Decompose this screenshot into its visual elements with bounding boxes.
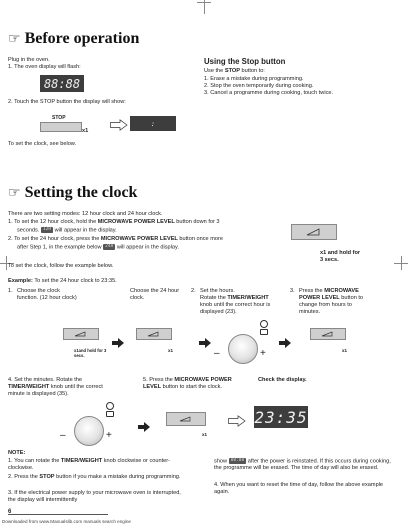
section-title: Setting the clock	[24, 184, 138, 201]
weight-icon	[106, 411, 114, 417]
download-footer: Downloaded from www.Manualslib.com manuals search engine	[2, 519, 131, 524]
intro-text-end: button to:	[239, 68, 265, 74]
text: 1. You can rotate the	[8, 458, 61, 464]
pointing-hand-icon: ☞	[8, 31, 21, 47]
stop-section-item: 2. Stop the oven temporarily during cooking.	[204, 83, 314, 89]
stop-button-label: STOP	[52, 115, 66, 121]
text: will appear in the display.	[115, 244, 179, 251]
plug-in-text: Plug in the oven.	[8, 57, 50, 63]
stop-section-heading: Using the Stop button	[204, 57, 286, 66]
example-line	[8, 278, 117, 285]
set-clock-note: To set the clock, see below.	[8, 141, 77, 147]
check-display-text: Check the display.	[258, 377, 307, 383]
power-level-button	[310, 328, 346, 340]
arrow-right-icon	[112, 335, 124, 353]
bold-text: MICROWAVE POWER LEVEL	[299, 288, 359, 301]
text: after Step 1, in the example below	[17, 244, 102, 251]
press-count: x1	[202, 432, 208, 437]
note-3-continued	[214, 458, 394, 472]
power-level-button	[166, 412, 206, 426]
note-4: 4. When you want to reset the time of day, follow the above example again.	[214, 482, 384, 495]
stop-section-item: 3. Cancel a programme during cooking, touch twice.	[204, 90, 334, 96]
arrow-right-icon	[228, 414, 246, 432]
mode-1-line-b	[17, 227, 117, 234]
step-3-number: 3.	[290, 288, 295, 294]
text: knob clockwise or counter-clockwise.	[8, 458, 170, 471]
step-2-text	[200, 288, 282, 316]
text: will appear in the display.	[53, 227, 117, 234]
text: show	[214, 458, 228, 465]
page-title: Before operation	[24, 30, 140, 47]
example-label: Example:	[8, 278, 33, 284]
hold-label: x1and hold for 3 secs.	[74, 348, 107, 358]
registration-mark	[204, 0, 205, 14]
power-level-icon	[306, 228, 320, 236]
registration-mark	[6, 256, 7, 270]
before-operation-heading	[8, 30, 139, 48]
arrow-right-icon	[279, 335, 291, 353]
bold-text: TIMER/WEIGHT	[60, 458, 103, 464]
step-1-text: 1. The oven display will flash:	[8, 64, 81, 70]
note-2	[8, 474, 183, 481]
stop-press-count: x1	[82, 128, 89, 134]
note-3: 3. If the electrical power supply to your microwave oven is interrupted, the display will intermittently	[8, 490, 181, 503]
text: 2. To set the 24 hour clock, press the	[8, 236, 101, 242]
display-digits: 23:35	[254, 407, 308, 427]
flashing-display	[40, 75, 84, 92]
text: 2. Press the	[8, 474, 40, 480]
press-count: x1	[168, 348, 174, 353]
power-level-button	[291, 224, 337, 240]
plus-sign: +	[260, 348, 266, 359]
mode-2-line-a	[8, 236, 223, 243]
plus-sign: +	[106, 430, 112, 441]
arrow-right-icon	[199, 335, 211, 353]
stop-result-display: :	[130, 116, 176, 131]
weight-icon	[260, 329, 268, 335]
text: 1. To set the 12 hour clock, hold the	[8, 219, 98, 225]
power-level-icon	[179, 416, 191, 422]
registration-mark	[401, 256, 402, 270]
step-3-text	[299, 288, 371, 316]
step-2-number: 2.	[191, 288, 196, 294]
timer-weight-knob-illustration	[60, 402, 120, 450]
clock-icon	[106, 402, 114, 410]
text: knob until the correct minute is displayed (35).	[8, 384, 103, 397]
bold-text: STOP	[39, 474, 55, 480]
hold-instruction: x1 and hold for 3 secs.	[320, 250, 361, 263]
text: 4. Set the minutes. Rotate the	[8, 377, 83, 383]
minus-sign: –	[60, 430, 66, 441]
example-text: To set the 24 hour clock to 23:35.	[32, 278, 117, 284]
text: button if you make a mistake during programming.	[54, 474, 181, 480]
note-1	[8, 458, 183, 472]
power-level-icon	[321, 331, 333, 337]
bold-text: MICROWAVE POWER LEVEL	[100, 236, 178, 242]
step-2-text: 2. Touch the STOP button the display will show:	[8, 99, 126, 105]
display-digits: 88:88	[43, 76, 81, 91]
intro-text: Use the	[204, 68, 225, 74]
bold-text: TIMER/WEIGHT	[8, 384, 50, 390]
follow-text: To set the clock, follow the example below.	[8, 263, 114, 269]
page-number: 6	[8, 509, 12, 515]
text: button once more	[177, 236, 223, 242]
press-count: x1	[342, 348, 348, 353]
clock-intro: There are two setting modes: 12 hour clock and 24 hour clock.	[8, 211, 163, 217]
bold-text: MICROWAVE POWER LEVEL	[97, 219, 175, 225]
bold-text: MICROWAVE POWER LEVEL	[143, 377, 232, 390]
text: seconds.	[17, 227, 40, 234]
stop-section-intro	[204, 68, 265, 75]
text: button to start the clock.	[161, 384, 222, 390]
text: Rotate the	[200, 295, 228, 301]
text: Set the hours.	[200, 288, 235, 294]
24h-indicator: 24H	[105, 244, 114, 249]
text: after the power is reinstated. If this occurs during cooking, the programme will be erased. The time of day will also be erased.	[214, 458, 391, 472]
text: knob until the correct hour is displayed (23).	[200, 302, 271, 315]
pointing-hand-icon: ☞	[8, 185, 21, 201]
timer-weight-knob-illustration	[214, 320, 274, 368]
step-1b-text: Choose the 24 hour clock.	[130, 288, 180, 301]
power-level-icon	[74, 331, 86, 337]
final-clock-display	[254, 406, 308, 428]
note-heading: NOTE:	[8, 450, 26, 456]
mode-2-line-b	[17, 244, 179, 251]
stop-section-item: 1. Erase a mistake during programming.	[204, 76, 304, 82]
text: Press the	[299, 288, 325, 294]
bold-text: TIMER/WEIGHT	[227, 295, 269, 301]
setting-clock-heading	[8, 184, 137, 202]
step-1-number: 1.	[8, 288, 13, 294]
stop-button-illustration	[40, 116, 80, 130]
step-5-text	[143, 377, 247, 391]
arrow-right-icon	[110, 118, 128, 136]
power-level-icon	[147, 331, 159, 337]
text: button down for 3	[174, 219, 220, 225]
footer-rule	[8, 514, 108, 515]
flash-indicator: 88:88	[230, 458, 245, 463]
text: 5. Press the	[143, 377, 175, 383]
step-4-text	[8, 377, 118, 398]
stop-button	[40, 122, 82, 132]
intro-stop-bold: STOP	[224, 68, 240, 74]
12h-indicator: 12H	[42, 227, 52, 232]
timer-weight-knob	[74, 416, 104, 446]
power-level-button	[136, 328, 172, 340]
text: button to change from hours to minutes.	[299, 295, 364, 315]
timer-weight-knob	[228, 334, 258, 364]
power-level-button	[63, 328, 99, 340]
step-1-text: Choose the clock function. (12 hour clock)	[17, 288, 77, 301]
arrow-right-icon	[138, 419, 150, 437]
clock-icon	[260, 320, 268, 328]
mode-1-line-a	[8, 219, 220, 226]
minus-sign: –	[214, 348, 220, 359]
